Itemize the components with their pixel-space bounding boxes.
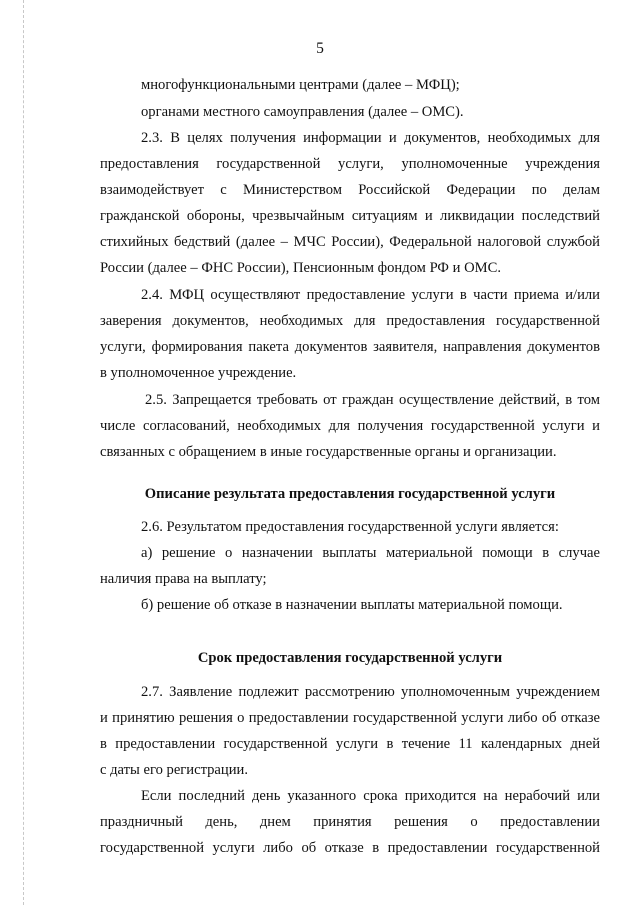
text-line: гражданской обороны, чрезвычайным ситуациям и ликвидации последствий	[100, 208, 600, 224]
text-line: 2.7. Заявление подлежит рассмотрению уполномоченным учреждением	[141, 684, 600, 700]
text-line: предоставления государственной услуги, уполномоченные учреждения	[100, 156, 600, 172]
text-line: в предоставлении государственной услуги в течение 11 календарных дней	[100, 736, 600, 752]
text-line: а) решение о назначении выплаты материальной помощи в случае	[141, 545, 600, 561]
section-heading: Срок предоставления государственной услуги	[197, 650, 503, 666]
text-line: государственной услуги либо об отказе в предоставлении государственной	[100, 840, 600, 856]
text-line: наличия права на выплату;	[100, 571, 267, 587]
text-line: в уполномоченное учреждение.	[100, 365, 297, 381]
text-line: органами местного самоуправления (далее – ОМС).	[141, 104, 464, 120]
text-line: многофункциональными центрами (далее – МФЦ);	[141, 77, 460, 93]
text-line: услуги, формирования пакета документов заявителя, направления документов	[100, 339, 600, 355]
text-line: России (далее – ФНС России), Пенсионным фондом РФ и ОМС.	[100, 260, 501, 276]
text-line: с даты его регистрации.	[100, 762, 248, 778]
text-line: заверения документов, необходимых для предоставления государственной	[100, 313, 600, 329]
text-line: 2.5. Запрещается требовать от граждан осуществление действий, в том	[145, 392, 600, 408]
text-line: числе согласований, необходимых для получения государственной услуги и	[100, 418, 600, 434]
section-heading: Описание результата предоставления государственной услуги	[144, 486, 556, 502]
text-line: 2.6. Результатом предоставления государственной услуги является:	[141, 519, 559, 535]
text-line: связанных с обращением в иные государственные органы и организации.	[100, 444, 557, 460]
text-line: и принятию решения о предоставлении государственной услуги либо об отказе	[100, 710, 600, 726]
text-line: взаимодействует с Министерством Российской Федерации по делам	[100, 182, 600, 198]
text-line: 2.4. МФЦ осуществляют предоставление услуги в части приема и/или	[141, 287, 600, 303]
text-line: б) решение об отказе в назначении выплаты материальной помощи.	[141, 597, 563, 613]
text-line: 2.3. В целях получения информации и документов, необходимых для	[141, 130, 600, 146]
text-line: праздничный день, днем принятия решения о предоставлении	[100, 814, 600, 830]
page-number: 5	[316, 40, 324, 57]
text-line: стихийных бедствий (далее – МЧС России), Федеральной налоговой службой	[100, 234, 600, 250]
text-line: Если последний день указанного срока приходится на нерабочий или	[141, 788, 600, 804]
